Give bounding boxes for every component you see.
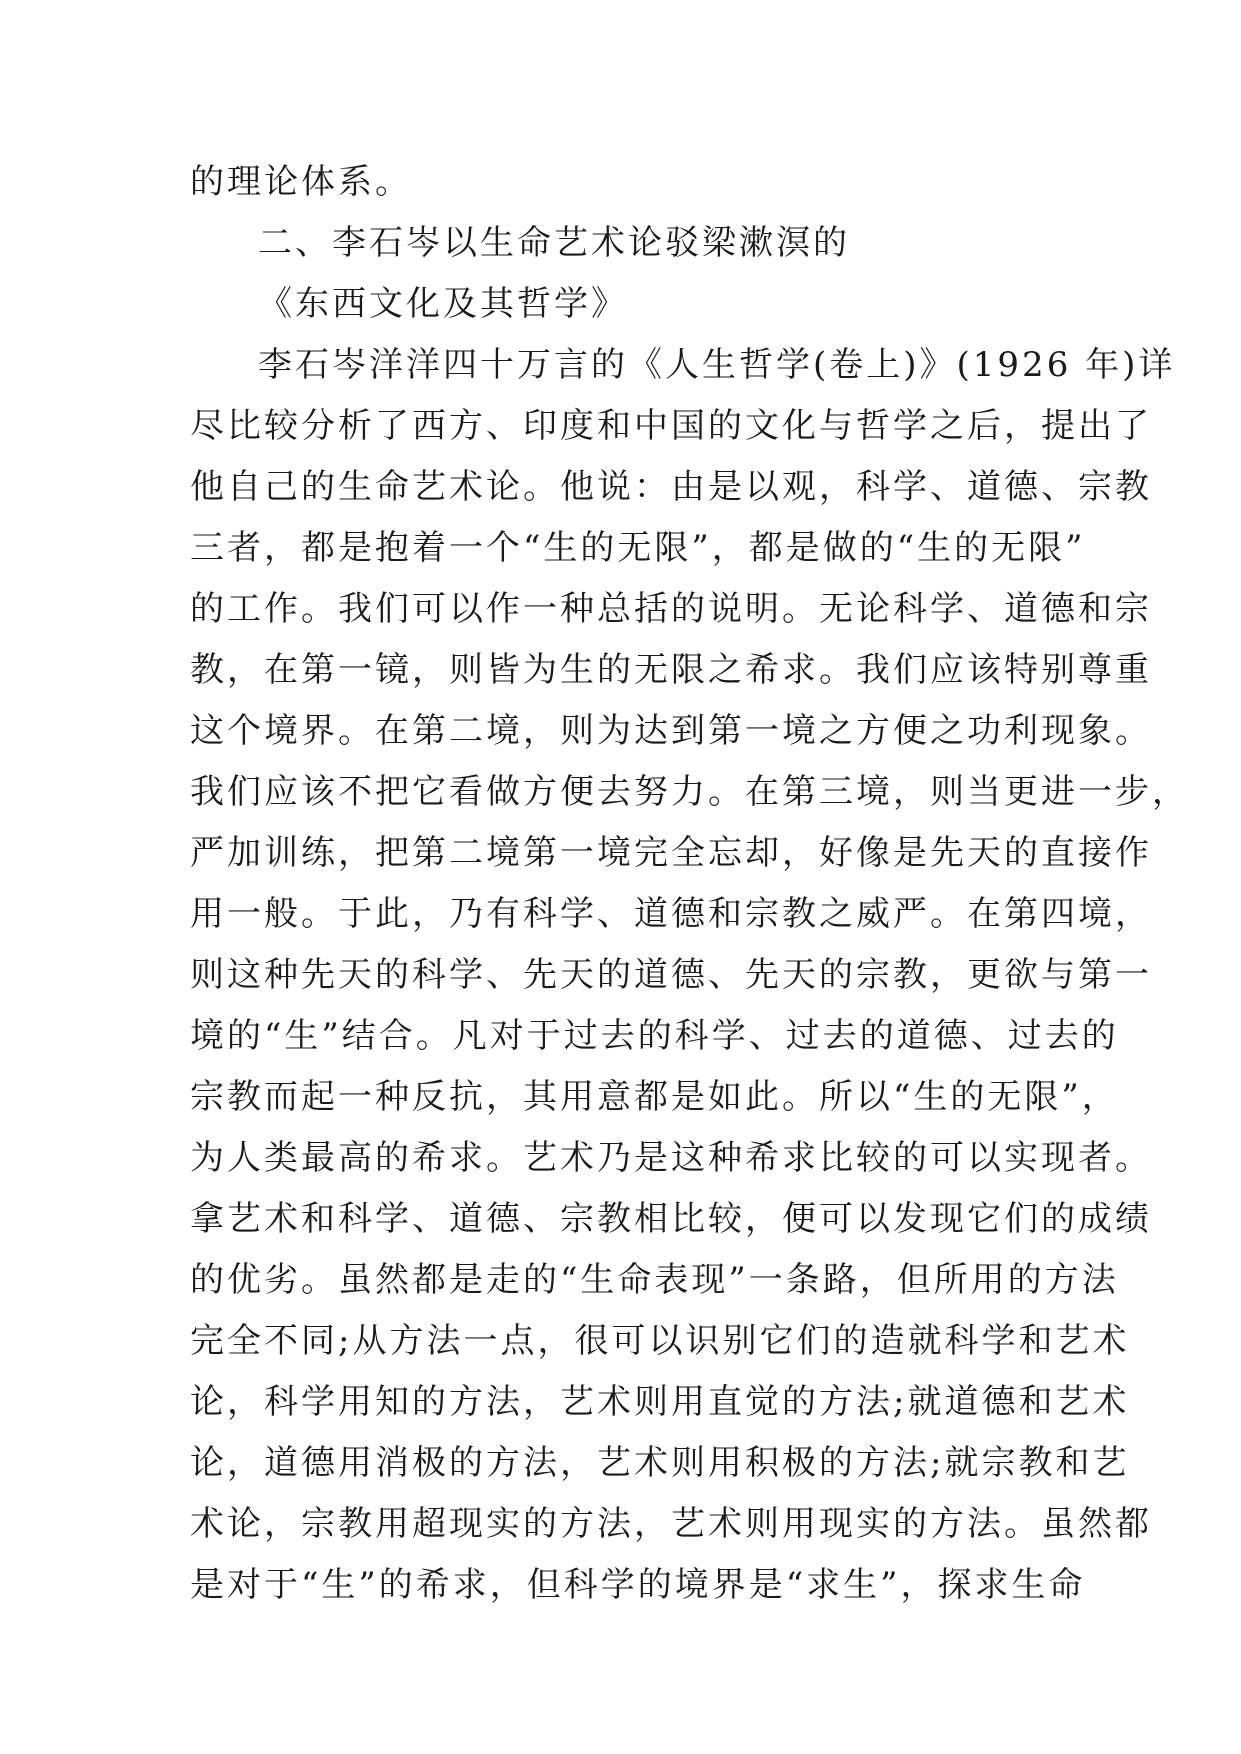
document-body (190, 152, 1189, 1616)
paragraph-first-line: 李石岑洋洋四十万言的《人生哲学(卷上)》(1926 年)详 (258, 345, 1176, 385)
text-line: 为人类最高的希求。艺术乃是这种希求比较的可以实现者。 (190, 1138, 1152, 1178)
text-line: 的工作。我们可以作一种总括的说明。无论科学、道德和宗 (190, 589, 1152, 629)
text-line: 的理论体系。 (190, 162, 412, 202)
text-line: 术论，宗教用超现实的方法，艺术则用现实的方法。虽然都 (190, 1504, 1152, 1544)
text-line: 论，道德用消极的方法，艺术则用积极的方法;就宗教和艺 (190, 1443, 1130, 1483)
text-line: 则这种先天的科学、先天的道德、先天的宗教，更欲与第一 (190, 955, 1152, 995)
text-line: 三者，都是抱着一个“生的无限”，都是做的“生的无限” (190, 528, 1086, 568)
text-line: 用一般。于此，乃有科学、道德和宗教之威严。在第四境， (190, 894, 1152, 934)
text-line: 的优劣。虽然都是走的“生命表现”一条路，但所用的方法 (190, 1260, 1119, 1300)
text-line: 完全不同;从方法一点，很可以识别它们的造就科学和艺术 (190, 1321, 1130, 1361)
text-line: 教，在第一镜，则皆为生的无限之希求。我们应该特别尊重 (190, 650, 1152, 690)
section-heading-line-1: 二、李石岑以生命艺术论驳梁漱溟的 (258, 223, 850, 263)
text-line: 境的“生”结合。凡对于过去的科学、过去的道德、过去的 (190, 1016, 1119, 1056)
text-line: 拿艺术和科学、道德、宗教相比较，便可以发现它们的成绩 (190, 1199, 1152, 1239)
text-line: 是对于“生”的希求，但科学的境界是“求生”，探求生命 (190, 1565, 1086, 1605)
text-line: 他自己的生命艺术论。他说：由是以观，科学、道德、宗教 (190, 467, 1152, 507)
text-line: 严加训练，把第二境第一境完全忘却，好像是先天的直接作 (190, 833, 1152, 873)
text-line: 这个境界。在第二境，则为达到第一境之方便之功利现象。 (190, 711, 1152, 751)
section-heading-line-2: 《东西文化及其哲学》 (258, 284, 628, 324)
text-line: 宗教而起一种反抗，其用意都是如此。所以“生的无限”， (190, 1077, 1119, 1117)
text-line: 我们应该不把它看做方便去努力。在第三境，则当更进一步， (190, 772, 1189, 812)
text-line: 尽比较分析了西方、印度和中国的文化与哲学之后，提出了 (190, 406, 1152, 446)
text-line: 论，科学用知的方法，艺术则用直觉的方法;就道德和艺术 (190, 1382, 1130, 1422)
